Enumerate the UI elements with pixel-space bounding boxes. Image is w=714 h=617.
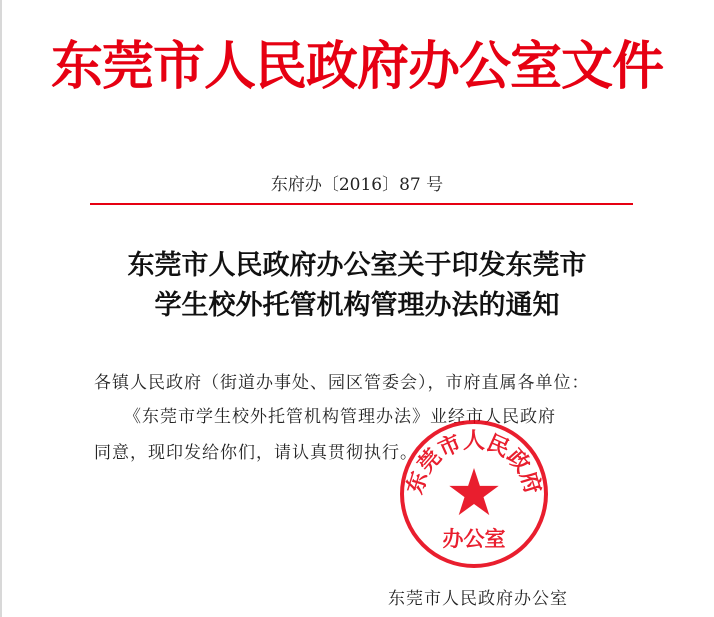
- official-seal: [398, 418, 550, 570]
- signature: 东莞市人民政府办公室: [388, 589, 568, 609]
- addressee: 各镇人民政府（街道办事处、园区管委会），市府直属各单位：: [94, 373, 590, 393]
- seal-bottom-text: 办公室: [442, 527, 506, 551]
- notice-title-line-2: 学生校外托管机构管理办法的通知: [154, 290, 560, 321]
- notice-title-line-1: 东莞市人民政府办公室关于印发东莞市: [127, 250, 587, 281]
- body-line-1: 《东莞市学生校外托管机构管理办法》业经市人民政府: [124, 407, 556, 427]
- document-number: 东府办〔2016〕87 号: [270, 175, 444, 195]
- body-line-2: 同意，现印发给你们，请认真贯彻执行。: [94, 443, 418, 463]
- red-divider: [90, 203, 633, 205]
- seal-arc-text-path: 东莞市人民政府: [402, 429, 546, 498]
- seal-star-icon: [449, 468, 498, 515]
- document-masthead: 东莞市人民政府办公室文件: [50, 37, 663, 97]
